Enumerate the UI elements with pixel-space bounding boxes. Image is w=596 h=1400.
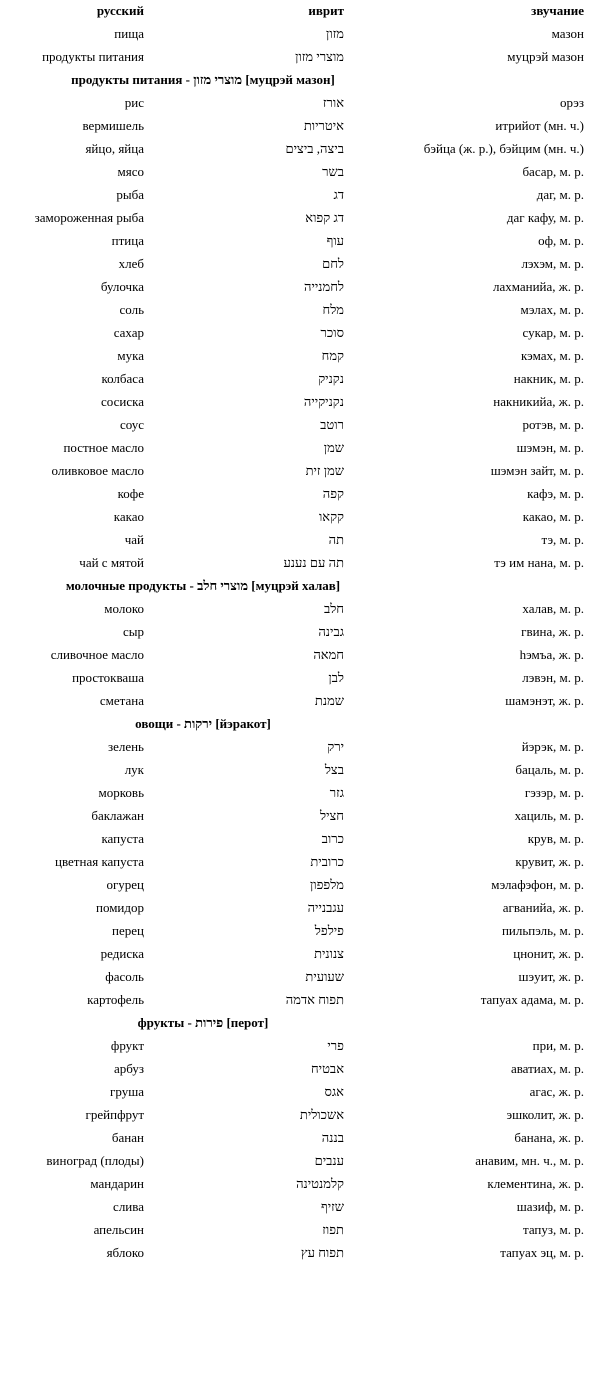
hebrew-word: קלמנטינה xyxy=(296,1176,344,1191)
russian-word: продукты питания xyxy=(42,49,144,64)
russian-word: редиска xyxy=(100,946,144,961)
table-row xyxy=(0,184,596,207)
column-header-hebrew: иврит xyxy=(308,3,344,18)
pronunciation: лэхэм, м. р. xyxy=(521,256,584,271)
table-row xyxy=(0,897,596,920)
pronunciation: шамэнэт, ж. р. xyxy=(505,693,584,708)
hebrew-word: לחמנייה xyxy=(303,279,344,294)
section-header-row xyxy=(0,69,596,92)
russian-word: соль xyxy=(119,302,144,317)
russian-word: банан xyxy=(111,1130,144,1145)
pronunciation: бацаль, м. р. xyxy=(515,762,584,777)
hebrew-word: איטריות xyxy=(303,118,344,133)
russian-word: лук xyxy=(124,762,144,777)
hebrew-word: מלפפון xyxy=(309,877,344,892)
russian-word: перец xyxy=(112,923,144,938)
hebrew-word: אגס xyxy=(324,1084,344,1099)
hebrew-word: ביצה, ביצים xyxy=(285,141,344,156)
russian-word: постное масло xyxy=(63,440,144,455)
russian-word: грейпфрут xyxy=(85,1107,144,1122)
russian-word: вермишель xyxy=(82,118,144,133)
hebrew-word: נקניק xyxy=(318,371,344,386)
russian-word: чай с мятой xyxy=(79,555,144,570)
table-row xyxy=(0,529,596,552)
russian-word: сыр xyxy=(122,624,144,639)
table-row xyxy=(0,92,596,115)
pronunciation: даг, м. р. xyxy=(536,187,584,202)
table-row xyxy=(0,644,596,667)
russian-word: картофель xyxy=(87,992,144,1007)
russian-word: колбаса xyxy=(101,371,144,386)
russian-word: рис xyxy=(124,95,144,110)
table-row xyxy=(0,345,596,368)
russian-word: яйцо, яйца xyxy=(85,141,144,156)
table-row xyxy=(0,1196,596,1219)
hebrew-word: חמאה xyxy=(313,647,344,662)
hebrew-word: כרוב xyxy=(321,831,344,846)
pronunciation: бэйца (ж. р.), бэйцим (мн. ч.) xyxy=(423,141,584,156)
section-title: продукты питания - מוצרי מזון [муцрэй мазон] xyxy=(71,72,335,87)
russian-word: баклажан xyxy=(91,808,144,823)
table-row xyxy=(0,828,596,851)
pronunciation: накник, м. р. xyxy=(513,371,584,386)
table-row xyxy=(0,621,596,644)
table-row xyxy=(0,598,596,621)
pronunciation: гэзэр, м. р. xyxy=(524,785,584,800)
hebrew-word: שמן זית xyxy=(305,463,344,478)
russian-word: арбуз xyxy=(113,1061,144,1076)
russian-word: слива xyxy=(113,1199,144,1214)
table-row xyxy=(0,1035,596,1058)
russian-word: огурец xyxy=(106,877,144,892)
hebrew-word: תפוח אדמה xyxy=(285,992,344,1007)
section-header-row xyxy=(0,1012,596,1035)
hebrew-word: לחם xyxy=(322,256,344,271)
table-row xyxy=(0,667,596,690)
russian-word: цветная капуста xyxy=(55,854,144,869)
column-header-sound: звучание xyxy=(531,3,584,18)
hebrew-word: לבן xyxy=(328,670,344,685)
pronunciation: анавим, мн. ч., м. р. xyxy=(475,1153,584,1168)
hebrew-word: תפוח עץ xyxy=(300,1245,344,1260)
table-row xyxy=(0,1219,596,1242)
table-row xyxy=(0,230,596,253)
hebrew-word: בננה xyxy=(321,1130,344,1145)
russian-word: замороженная рыба xyxy=(34,210,144,225)
table-row xyxy=(0,322,596,345)
column-header-row xyxy=(0,0,596,23)
russian-word: морковь xyxy=(98,785,144,800)
table-row xyxy=(0,989,596,1012)
pronunciation: крув, м. р. xyxy=(527,831,584,846)
pronunciation: шэмэн зайт, м. р. xyxy=(490,463,584,478)
russian-word: мандарин xyxy=(90,1176,144,1191)
table-row xyxy=(0,391,596,414)
russian-word: птица xyxy=(111,233,144,248)
russian-word: фасоль xyxy=(105,969,144,984)
table-row xyxy=(0,115,596,138)
pronunciation: пильпэль, м. р. xyxy=(501,923,584,938)
russian-word: хлеб xyxy=(118,256,144,271)
hebrew-word: דג xyxy=(333,187,344,202)
table-row xyxy=(0,1058,596,1081)
pronunciation: йэрэк, м. р. xyxy=(521,739,584,754)
section-header-row xyxy=(0,713,596,736)
section-title: молочные продукты - מוצרי חלב [муцрэй халав] xyxy=(65,578,341,593)
pronunciation: хациль, м. р. xyxy=(514,808,584,823)
hebrew-word: סוכר xyxy=(320,325,344,340)
hebrew-word: קפה xyxy=(322,486,344,501)
pronunciation: агас, ж. р. xyxy=(529,1084,584,1099)
hebrew-word: עגבנייה xyxy=(307,900,344,915)
russian-word: рыба xyxy=(116,187,144,202)
hebrew-word: דג קפוא xyxy=(305,210,344,225)
hebrew-word: אבטיח xyxy=(310,1061,344,1076)
hebrew-word: חלב xyxy=(323,601,344,616)
pronunciation: hэмъа, ж. р. xyxy=(519,647,584,662)
hebrew-word: פילפל xyxy=(314,923,344,938)
hebrew-word: קמח xyxy=(321,348,344,363)
russian-word: яблоко xyxy=(106,1245,144,1260)
table-row xyxy=(0,874,596,897)
table-row xyxy=(0,736,596,759)
hebrew-word: תה xyxy=(328,532,344,547)
pronunciation: при, м. р. xyxy=(532,1038,584,1053)
table-row xyxy=(0,920,596,943)
hebrew-word: מזון xyxy=(326,26,344,41)
hebrew-word: בצל xyxy=(324,762,344,777)
hebrew-word: כרובית xyxy=(310,854,344,869)
hebrew-word: קקאו xyxy=(318,509,344,524)
russian-word: сахар xyxy=(113,325,144,340)
table-row xyxy=(0,690,596,713)
pronunciation: агванийа, ж. р. xyxy=(502,900,584,915)
hebrew-word: צנונית xyxy=(314,946,344,961)
hebrew-word: בשר xyxy=(322,164,344,179)
table-row xyxy=(0,966,596,989)
table-row xyxy=(0,782,596,805)
russian-word: булочка xyxy=(100,279,144,294)
section-title: овощи - ירקות [йэракот] xyxy=(135,716,271,731)
russian-word: мясо xyxy=(117,164,144,179)
hebrew-word: ירק xyxy=(327,739,344,754)
hebrew-word: אשכולית xyxy=(299,1107,344,1122)
pronunciation: кэмах, м. р. xyxy=(521,348,584,363)
pronunciation: итрийот (мн. ч.) xyxy=(495,118,584,133)
russian-word: кофе xyxy=(117,486,144,501)
hebrew-word: גזר xyxy=(329,785,344,800)
pronunciation: басар, м. р. xyxy=(522,164,584,179)
column-header-russian: русский xyxy=(96,3,144,18)
table-row xyxy=(0,1104,596,1127)
hebrew-word: מוצרי מזון xyxy=(295,49,344,64)
section-title: фрукты - פירות [перот] xyxy=(137,1015,269,1030)
pronunciation: шэмэн, м. р. xyxy=(516,440,584,455)
table-row xyxy=(0,1242,596,1265)
pronunciation: эшколит, ж. р. xyxy=(506,1107,584,1122)
pronunciation: крувит, ж. р. xyxy=(515,854,584,869)
hebrew-word: ענבים xyxy=(314,1153,344,1168)
pronunciation: тэ им нана, м. р. xyxy=(494,555,584,570)
russian-word: простокваша xyxy=(72,670,144,685)
russian-word: чай xyxy=(124,532,144,547)
table-row xyxy=(0,1081,596,1104)
table-row xyxy=(0,299,596,322)
hebrew-word: שעועית xyxy=(305,969,344,984)
pronunciation: банана, ж. р. xyxy=(514,1130,584,1145)
pronunciation: тапуз, м. р. xyxy=(522,1222,584,1237)
table-row xyxy=(0,253,596,276)
table-row xyxy=(0,805,596,828)
hebrew-word: אורז xyxy=(322,95,344,110)
russian-word: зелень xyxy=(107,739,144,754)
hebrew-word: מלח xyxy=(322,302,344,317)
russian-word: фрукт xyxy=(110,1038,144,1053)
pronunciation: оф, м. р. xyxy=(538,233,584,248)
table-row xyxy=(0,1173,596,1196)
pronunciation: цнонит, ж. р. xyxy=(513,946,584,961)
section-header-row xyxy=(0,575,596,598)
russian-word: капуста xyxy=(101,831,144,846)
hebrew-word: רוטב xyxy=(320,417,344,432)
table-row xyxy=(0,552,596,575)
table-row xyxy=(0,851,596,874)
pronunciation: мэлах, м. р. xyxy=(520,302,584,317)
pronunciation: тэ, м. р. xyxy=(541,532,584,547)
pronunciation: муцрэй мазон xyxy=(507,49,584,64)
hebrew-word: תה עם נענע xyxy=(283,555,344,570)
table-row xyxy=(0,138,596,161)
hebrew-word: שמן xyxy=(323,440,344,455)
table-row xyxy=(0,368,596,391)
pronunciation: аватиах, м. р. xyxy=(510,1061,584,1076)
russian-word: оливковое масло xyxy=(51,463,144,478)
pronunciation: даг кафу, м. р. xyxy=(506,210,584,225)
pronunciation: халав, м. р. xyxy=(522,601,584,616)
table-row xyxy=(0,483,596,506)
russian-word: груша xyxy=(110,1084,144,1099)
hebrew-word: פרי xyxy=(327,1038,344,1053)
table-row xyxy=(0,276,596,299)
russian-word: пища xyxy=(114,26,144,41)
table-row xyxy=(0,207,596,230)
russian-word: помидор xyxy=(95,900,144,915)
russian-word: сметана xyxy=(99,693,144,708)
hebrew-word: גבינה xyxy=(318,624,344,639)
table-row xyxy=(0,46,596,69)
pronunciation: клементина, ж. р. xyxy=(487,1176,584,1191)
russian-word: молоко xyxy=(104,601,144,616)
russian-word: какао xyxy=(113,509,144,524)
russian-word: виноград (плоды) xyxy=(46,1153,144,1168)
table-row xyxy=(0,1127,596,1150)
rows-container xyxy=(0,23,596,1265)
russian-word: апельсин xyxy=(93,1222,144,1237)
hebrew-word: שזיף xyxy=(321,1199,344,1214)
pronunciation: тапуах адама, м. р. xyxy=(480,992,584,1007)
pronunciation: орэз xyxy=(559,95,584,110)
table-row xyxy=(0,1150,596,1173)
pronunciation: мазон xyxy=(551,26,584,41)
hebrew-word: חציל xyxy=(320,808,344,823)
pronunciation: ротэв, м. р. xyxy=(522,417,584,432)
pronunciation: кафэ, м. р. xyxy=(527,486,584,501)
pronunciation: шазиф, м. р. xyxy=(516,1199,584,1214)
pronunciation: лахманийа, ж. р. xyxy=(492,279,584,294)
table-row xyxy=(0,759,596,782)
table-row xyxy=(0,943,596,966)
russian-word: соус xyxy=(119,417,144,432)
hebrew-word: נקניקייה xyxy=(303,394,344,409)
pronunciation: накникийа, ж. р. xyxy=(493,394,584,409)
hebrew-word: עוף xyxy=(326,233,344,248)
pronunciation: сукар, м. р. xyxy=(522,325,584,340)
pronunciation: какао, м. р. xyxy=(522,509,584,524)
pronunciation: тапуах эц, м. р. xyxy=(500,1245,584,1260)
pronunciation: шэуит, ж. р. xyxy=(518,969,584,984)
russian-word: сосиска xyxy=(101,394,144,409)
russian-word: сливочное масло xyxy=(50,647,144,662)
table-row xyxy=(0,23,596,46)
russian-word: мука xyxy=(117,348,144,363)
hebrew-word: תפוז xyxy=(322,1222,344,1237)
table-row xyxy=(0,161,596,184)
table-row xyxy=(0,437,596,460)
pronunciation: мэлафэфон, м. р. xyxy=(491,877,584,892)
table-row xyxy=(0,460,596,483)
table-row xyxy=(0,414,596,437)
hebrew-word: שמנת xyxy=(314,693,344,708)
pronunciation: гвина, ж. р. xyxy=(521,624,584,639)
pronunciation: лэвэн, м. р. xyxy=(522,670,584,685)
table-row xyxy=(0,506,596,529)
